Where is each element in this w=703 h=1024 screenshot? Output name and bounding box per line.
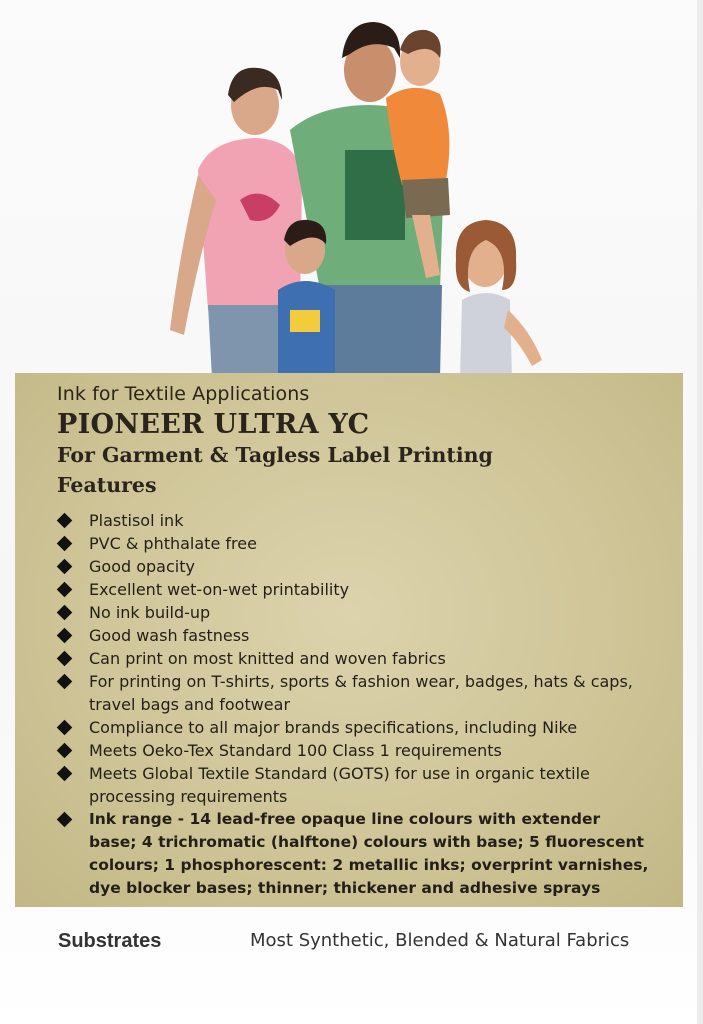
feature-item bbox=[53, 509, 653, 532]
diamond-bullet-icon bbox=[57, 720, 73, 736]
product-title: PIONEER ULTRA YC bbox=[57, 409, 370, 440]
product-subtitle: For Garment & Tagless Label Printing bbox=[57, 443, 493, 467]
feature-text: Compliance to all major brands specifications, including Nike bbox=[89, 718, 578, 737]
feature-text: Plastisol ink bbox=[89, 511, 184, 530]
feature-item bbox=[53, 647, 653, 670]
girl-figure bbox=[456, 220, 542, 378]
features-heading: Features bbox=[57, 473, 157, 497]
feature-text: Meets Oeko-Tex Standard 100 Class 1 requirements bbox=[89, 741, 502, 760]
category-label: Ink for Textile Applications bbox=[57, 383, 310, 405]
diamond-bullet-icon bbox=[57, 743, 73, 759]
page-edge bbox=[697, 0, 703, 1024]
feature-item bbox=[53, 716, 653, 739]
diamond-bullet-icon bbox=[57, 582, 73, 598]
family-photo bbox=[150, 10, 560, 378]
diamond-bullet-icon bbox=[57, 536, 73, 552]
diamond-bullet-icon bbox=[57, 605, 73, 621]
feature-text: Ink range - 14 lead-free opaque line colours with extender base; 4 trichromatic (halftone) colours with base; 5 fluorescent colours; 1 phosphorescent: 2 metallic inks; overprint varnishes, dye blocker bases; thinner; thickener and adhesive sprays bbox=[89, 810, 649, 897]
substrates-label: Substrates bbox=[58, 930, 162, 952]
diamond-bullet-icon bbox=[57, 766, 73, 782]
feature-item bbox=[53, 578, 653, 601]
features-list bbox=[53, 509, 653, 900]
feature-text: Good opacity bbox=[89, 557, 195, 576]
diamond-bullet-icon bbox=[57, 674, 73, 690]
feature-item bbox=[53, 808, 653, 900]
diamond-bullet-icon bbox=[57, 628, 73, 644]
feature-item bbox=[53, 555, 653, 578]
substrates-value: Most Synthetic, Blended & Natural Fabrics bbox=[250, 930, 630, 951]
feature-item bbox=[53, 532, 653, 555]
feature-text: PVC & phthalate free bbox=[89, 534, 257, 553]
feature-text: Meets Global Textile Standard (GOTS) for use in organic textile processing requirements bbox=[89, 764, 590, 806]
family-photo-illustration bbox=[150, 10, 560, 378]
feature-item bbox=[53, 762, 653, 808]
feature-text: Excellent wet-on-wet printability bbox=[89, 580, 350, 599]
feature-item bbox=[53, 601, 653, 624]
feature-item bbox=[53, 624, 653, 647]
diamond-bullet-icon bbox=[57, 559, 73, 575]
info-panel bbox=[15, 373, 683, 907]
diamond-bullet-icon bbox=[57, 651, 73, 667]
feature-text: No ink build-up bbox=[89, 603, 211, 622]
diamond-bullet-icon bbox=[57, 513, 73, 529]
diamond-bullet-icon bbox=[57, 812, 73, 828]
feature-text: Good wash fastness bbox=[89, 626, 250, 645]
feature-item bbox=[53, 739, 653, 762]
feature-text: For printing on T-shirts, sports & fashion wear, badges, hats & caps, travel bags and footwear bbox=[89, 672, 633, 714]
feature-text: Can print on most knitted and woven fabrics bbox=[89, 649, 446, 668]
feature-item bbox=[53, 670, 653, 716]
